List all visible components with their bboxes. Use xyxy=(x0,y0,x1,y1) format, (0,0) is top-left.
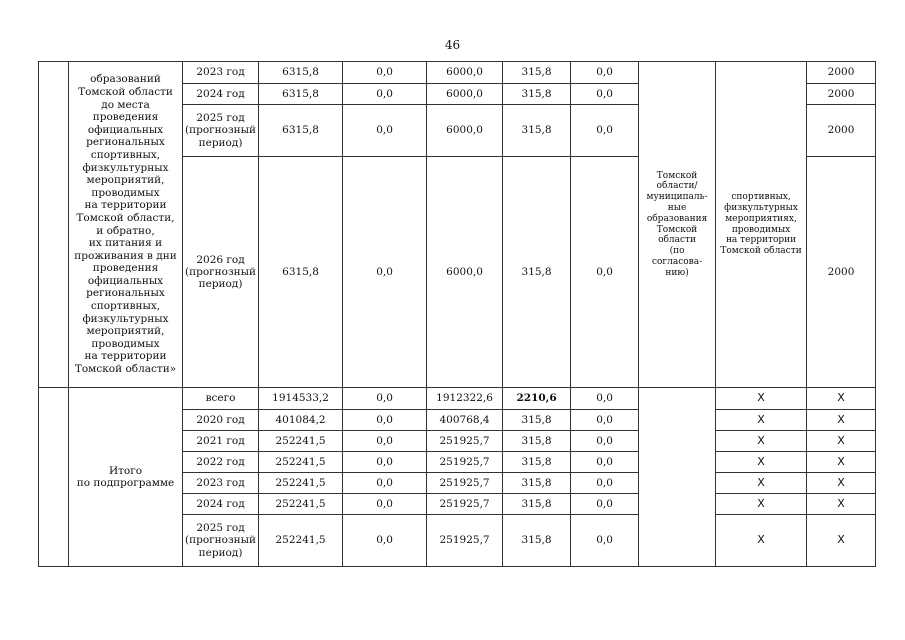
total-cell: 252241,5 xyxy=(259,494,343,515)
x-mark-cell: X xyxy=(807,494,876,515)
year-cell xyxy=(183,431,259,452)
text-line: и обратно, xyxy=(96,224,155,237)
text-line: официальных xyxy=(87,123,164,136)
year-cell xyxy=(183,388,259,410)
indicator-value-cell: 2000 xyxy=(807,62,876,84)
regional-cell: 6000,0 xyxy=(427,84,503,105)
federal-cell: 0,0 xyxy=(343,473,427,494)
x-mark-cell: X xyxy=(716,515,807,567)
federal-cell: 0,0 xyxy=(343,515,427,567)
text-line: Томской xyxy=(656,224,698,235)
federal-cell: 0,0 xyxy=(343,62,427,84)
year-cell xyxy=(183,452,259,473)
text-line: период) xyxy=(198,546,243,559)
x-mark-cell: X xyxy=(807,452,876,473)
text-line: их питания и xyxy=(88,237,163,250)
local-cell: 315,8 xyxy=(503,452,571,473)
federal-cell: 0,0 xyxy=(343,105,427,157)
number-cell xyxy=(39,62,69,388)
regional-cell: 6000,0 xyxy=(427,157,503,388)
text-line: региональных xyxy=(86,287,165,300)
other-cell: 0,0 xyxy=(571,157,639,388)
local-cell: 315,8 xyxy=(503,84,571,105)
text-line: Итого xyxy=(108,464,143,477)
other-cell: 0,0 xyxy=(571,388,639,410)
federal-cell: 0,0 xyxy=(343,452,427,473)
regional-cell: 6000,0 xyxy=(427,105,503,157)
regional-cell: 6000,0 xyxy=(427,62,503,84)
activity-description xyxy=(69,62,183,388)
federal-cell: 0,0 xyxy=(343,410,427,431)
total-cell: 1914533,2 xyxy=(259,388,343,410)
text-line: период) xyxy=(198,278,243,291)
text-line: 2020 год xyxy=(196,413,245,426)
local-cell: 315,8 xyxy=(503,105,571,157)
text-line: проведения xyxy=(92,262,159,275)
text-line: всего xyxy=(205,392,236,405)
table-row xyxy=(39,388,876,410)
year-cell xyxy=(183,515,259,567)
regional-cell: 251925,7 xyxy=(427,431,503,452)
total-cell: 401084,2 xyxy=(259,410,343,431)
program-table xyxy=(38,61,876,567)
text-line: муниципаль- xyxy=(646,192,708,203)
text-line: (прогнозный xyxy=(185,124,257,137)
text-line: образований xyxy=(90,73,161,86)
table-row xyxy=(39,62,876,84)
other-cell: 0,0 xyxy=(571,452,639,473)
x-mark-cell: X xyxy=(807,410,876,431)
subprogram-total-label xyxy=(69,388,183,567)
x-mark-cell: X xyxy=(716,388,807,410)
text-line: 2021 год xyxy=(196,434,245,447)
text-line: региональных xyxy=(86,136,165,149)
indicator-cell xyxy=(716,62,807,388)
text-line: период) xyxy=(198,136,243,149)
year-cell xyxy=(183,494,259,515)
other-cell: 0,0 xyxy=(571,84,639,105)
federal-cell: 0,0 xyxy=(343,388,427,410)
federal-cell: 0,0 xyxy=(343,157,427,388)
text-line: области/ xyxy=(656,181,698,192)
text-line: на территории xyxy=(725,235,797,246)
text-line: физкультурных xyxy=(82,312,169,325)
text-line: области xyxy=(658,235,697,246)
text-line: проводимых xyxy=(91,337,160,350)
regional-cell: 251925,7 xyxy=(427,452,503,473)
text-line: спортивных, xyxy=(90,148,161,161)
text-line: нию) xyxy=(665,267,689,278)
federal-cell: 0,0 xyxy=(343,431,427,452)
text-line: физкультурных xyxy=(82,161,169,174)
text-line: образования xyxy=(646,213,708,224)
other-cell: 0,0 xyxy=(571,410,639,431)
total-cell: 6315,8 xyxy=(259,84,343,105)
total-cell: 6315,8 xyxy=(259,105,343,157)
local-cell: 315,8 xyxy=(503,431,571,452)
text-line: до места xyxy=(101,98,150,111)
x-mark-cell: X xyxy=(716,494,807,515)
regional-cell: 1912322,6 xyxy=(427,388,503,410)
text-line: 2025 год xyxy=(196,112,245,125)
text-line: официальных xyxy=(87,274,164,287)
x-mark-cell: X xyxy=(807,473,876,494)
text-line: Томской области, xyxy=(76,211,175,224)
text-line: проводимых xyxy=(91,186,160,199)
text-line: 2025 год xyxy=(196,522,245,535)
local-cell: 315,8 xyxy=(503,410,571,431)
regional-cell: 251925,7 xyxy=(427,473,503,494)
page-number: 46 xyxy=(444,38,461,52)
number-cell xyxy=(39,388,69,567)
other-cell: 0,0 xyxy=(571,105,639,157)
regional-cell: 400768,4 xyxy=(427,410,503,431)
text-line: спортивных, xyxy=(90,300,161,313)
year-cell xyxy=(183,410,259,431)
text-line: проживания в дни xyxy=(74,249,177,262)
total-cell: 252241,5 xyxy=(259,473,343,494)
year-cell xyxy=(183,84,259,105)
text-line: на территории xyxy=(84,199,167,212)
x-mark-cell: X xyxy=(807,388,876,410)
text-line: 2023 год xyxy=(196,66,245,79)
x-mark-cell: X xyxy=(807,431,876,452)
text-line: Томской области xyxy=(720,246,802,257)
text-line: (прогнозный xyxy=(185,265,257,278)
other-cell: 0,0 xyxy=(571,494,639,515)
text-line: по подпрограмме xyxy=(76,477,175,489)
text-line: физкультурных xyxy=(724,202,798,213)
text-line: мероприятиях, xyxy=(725,213,797,224)
federal-cell: 0,0 xyxy=(343,494,427,515)
text-line: (по xyxy=(669,246,685,257)
regional-cell: 251925,7 xyxy=(427,494,503,515)
local-cell: 315,8 xyxy=(503,157,571,388)
text-line: Томской области xyxy=(78,85,173,98)
text-line: Томской области» xyxy=(74,363,177,376)
federal-cell: 0,0 xyxy=(343,84,427,105)
text-line: 2026 год xyxy=(196,253,245,266)
year-cell xyxy=(183,105,259,157)
text-line: 2024 год xyxy=(196,497,245,510)
other-cell: 0,0 xyxy=(571,62,639,84)
x-mark-cell: X xyxy=(716,410,807,431)
total-cell: 252241,5 xyxy=(259,431,343,452)
text-line: 2023 год xyxy=(196,476,245,489)
other-cell: 0,0 xyxy=(571,431,639,452)
x-mark-cell: X xyxy=(716,473,807,494)
year-cell xyxy=(183,157,259,388)
regional-cell: 251925,7 xyxy=(427,515,503,567)
local-cell: 2210,6 xyxy=(503,388,571,410)
year-cell xyxy=(183,473,259,494)
text-line: спортивных, xyxy=(731,192,791,203)
total-cell: 252241,5 xyxy=(259,515,343,567)
participants-cell xyxy=(639,388,716,567)
participants-cell xyxy=(639,62,716,388)
total-cell: 6315,8 xyxy=(259,62,343,84)
text-line: ные xyxy=(667,202,687,213)
local-cell: 315,8 xyxy=(503,515,571,567)
text-line: Томской xyxy=(656,170,698,181)
x-mark-cell: X xyxy=(807,515,876,567)
total-cell: 252241,5 xyxy=(259,452,343,473)
indicator-value-cell: 2000 xyxy=(807,157,876,388)
text-line: 2024 год xyxy=(196,87,245,100)
total-cell: 6315,8 xyxy=(259,157,343,388)
indicator-value-cell: 2000 xyxy=(807,84,876,105)
text-line: (прогнозный xyxy=(185,534,257,547)
text-line: мероприятий, xyxy=(86,174,165,187)
text-line: на территории xyxy=(84,350,167,363)
text-line: согласова- xyxy=(651,256,703,267)
local-cell: 315,8 xyxy=(503,473,571,494)
local-cell: 315,8 xyxy=(503,62,571,84)
text-line: мероприятий, xyxy=(86,325,165,338)
indicator-value-cell: 2000 xyxy=(807,105,876,157)
local-cell: 315,8 xyxy=(503,494,571,515)
year-cell xyxy=(183,62,259,84)
x-mark-cell: X xyxy=(716,452,807,473)
text-line: проведения xyxy=(92,111,159,124)
x-mark-cell: X xyxy=(716,431,807,452)
other-cell: 0,0 xyxy=(571,473,639,494)
text-line: 2022 год xyxy=(196,455,245,468)
other-cell: 0,0 xyxy=(571,515,639,567)
text-line: проводимых xyxy=(731,224,791,235)
